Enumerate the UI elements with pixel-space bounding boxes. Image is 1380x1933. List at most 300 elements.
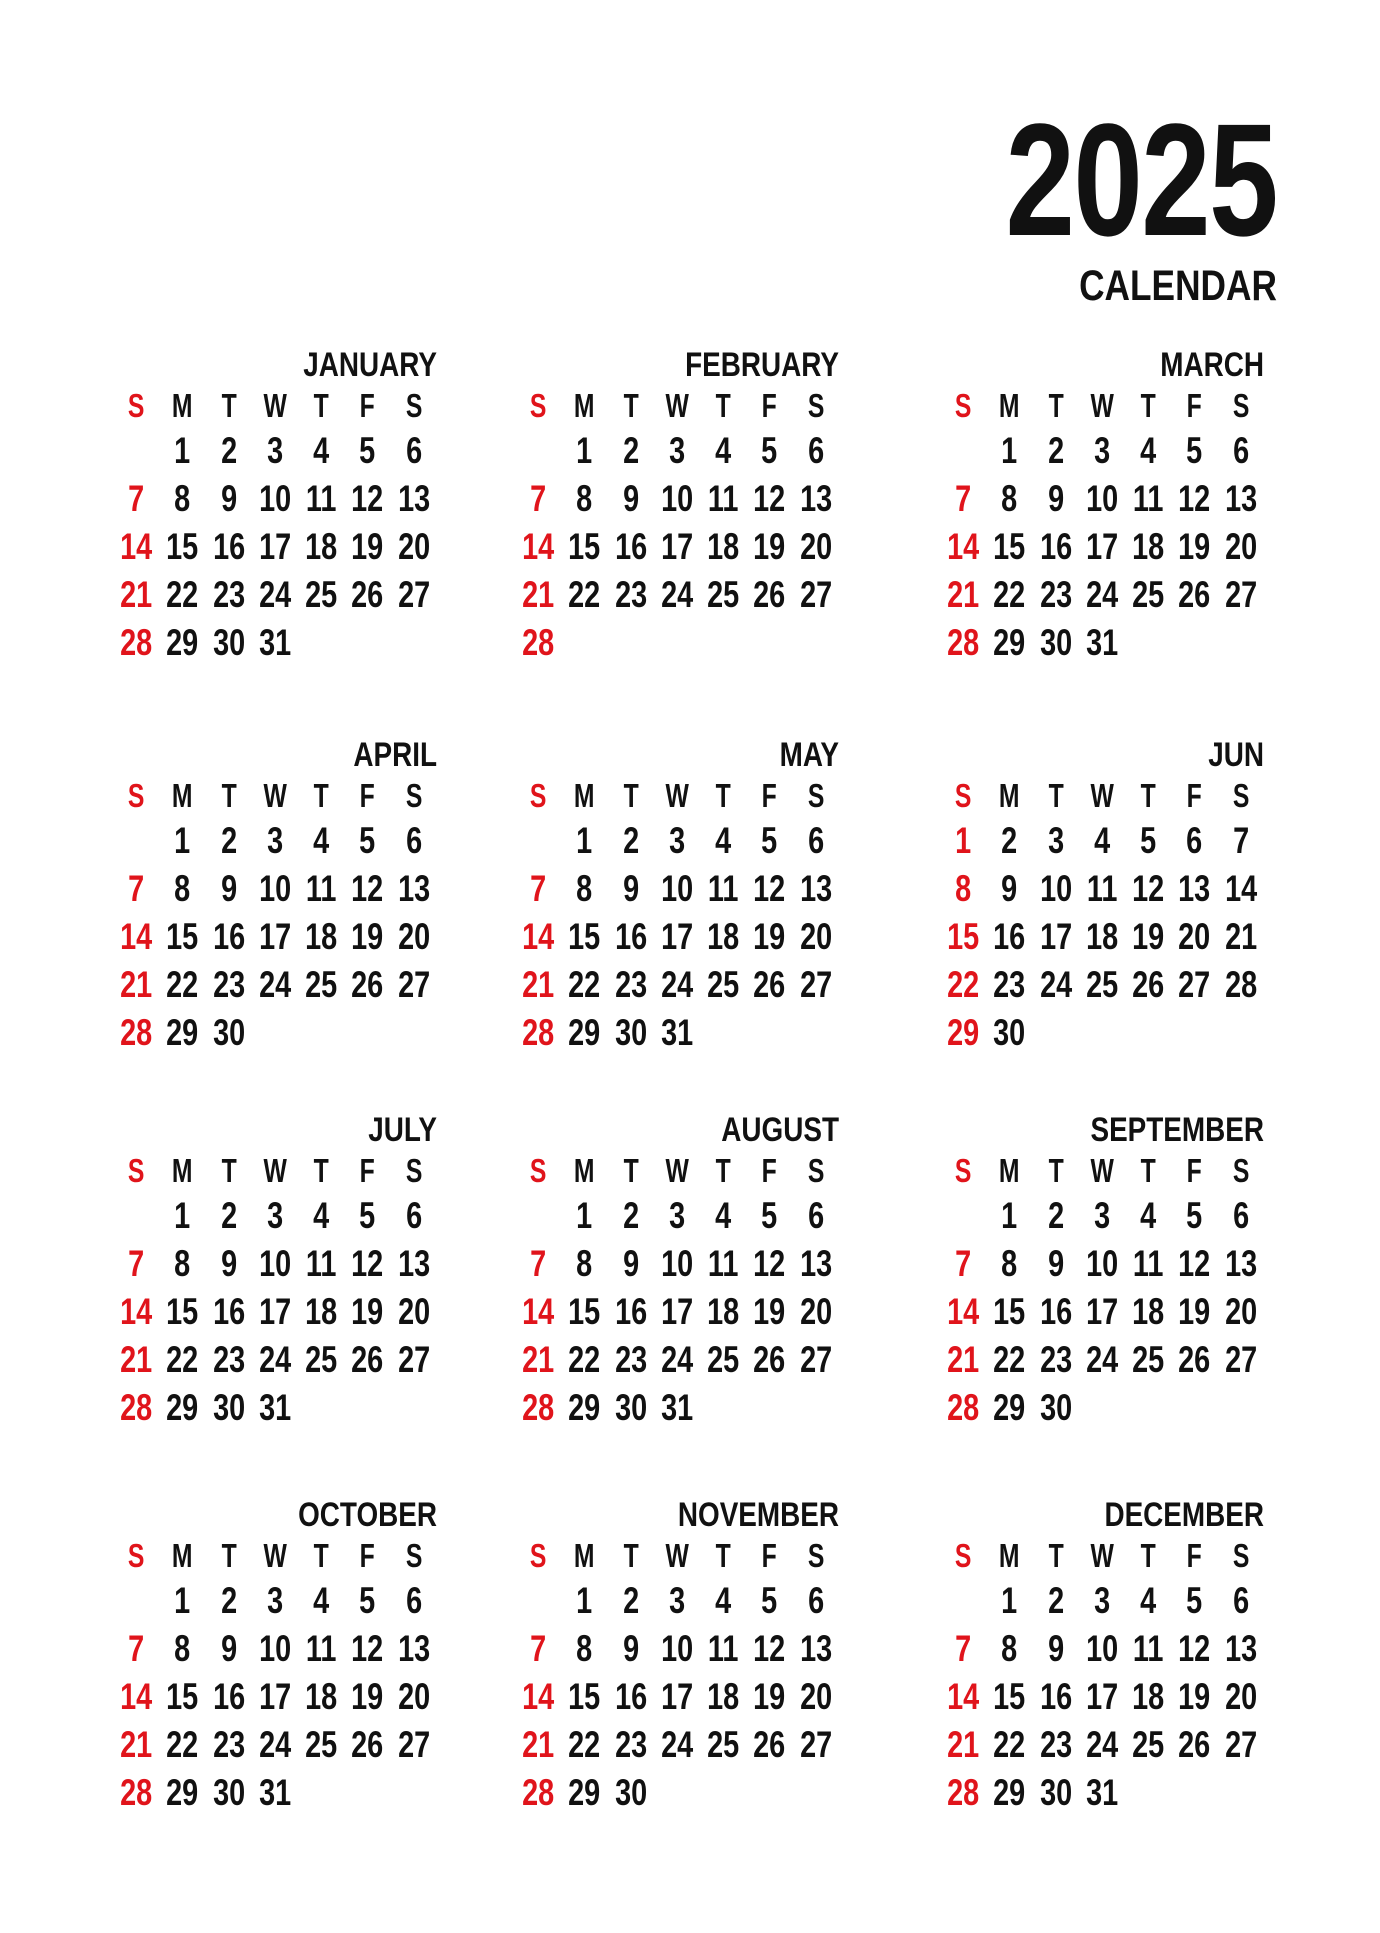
day-cell: 30 [212,1772,245,1813]
day-cell: 15 [166,526,199,567]
day-cell: 29 [993,1387,1026,1428]
week-row [940,1625,1264,1673]
day-cell: 6 [807,820,824,861]
week-row [113,1240,437,1288]
day-cell: 9 [220,1628,237,1669]
day-cell: 26 [351,1724,384,1765]
day-cell: 2 [622,430,639,471]
day-cell: 30 [212,1387,245,1428]
day-cell: 2 [220,820,237,861]
day-cell: 31 [258,622,292,663]
day-cell: 17 [660,1291,694,1332]
day-cell: 11 [306,478,337,519]
day-cell: 16 [614,1291,647,1332]
day-cell: 2 [1047,1580,1064,1621]
day-cell: 15 [993,1291,1026,1332]
day-cell: 18 [707,526,740,567]
weekday-label: M [172,1152,193,1189]
day-cell: 14 [522,1291,555,1332]
day-cell: 27 [397,1724,430,1765]
day-cell: 3 [1093,1195,1111,1236]
day-cell: 17 [660,916,694,957]
day-cell: 29 [166,1387,199,1428]
weekday-header [940,1150,1264,1192]
day-cell: 23 [212,964,245,1005]
day-cell: 19 [351,1676,384,1717]
day-cell: 6 [405,430,422,471]
day-cell: 2 [1047,1195,1064,1236]
day-cell: 1 [576,820,593,861]
week-row [515,913,839,961]
day-cell: 1 [174,820,191,861]
day-cell: 8 [955,868,972,909]
week-row [515,1384,839,1432]
day-cell: 16 [614,1676,647,1717]
day-cell: 19 [753,1676,786,1717]
empty-cell [303,1384,339,1432]
day-cell: 28 [947,1387,980,1428]
day-cell: 26 [1178,1339,1211,1380]
day-cell: 5 [359,820,376,861]
day-cell: 21 [522,574,555,615]
day-cell: 14 [947,1676,980,1717]
weekday-label: T [623,387,639,424]
day-cell: 18 [1132,526,1165,567]
day-cell: 10 [660,478,694,519]
day-cell: 22 [166,1339,199,1380]
day-cell: 14 [120,1291,153,1332]
weekday-label: T [1140,1537,1156,1574]
day-cell: 9 [1047,478,1064,519]
empty-cell [1130,1769,1166,1817]
empty-cell [705,1384,741,1432]
day-cell: 24 [660,1724,694,1765]
day-cell: 23 [1039,574,1072,615]
empty-cell [798,1769,834,1817]
day-cell: 4 [715,430,732,471]
empty-cell [303,1009,339,1057]
day-cell: 26 [753,1724,786,1765]
day-cell: 12 [1132,868,1165,909]
day-cell: 8 [1001,478,1018,519]
day-cell: 14 [947,1291,980,1332]
day-cell: 24 [258,574,292,615]
weekday-label: W [665,1537,689,1574]
week-row [515,1769,839,1817]
day-cell: 22 [568,964,601,1005]
day-cell: 17 [660,1676,694,1717]
day-cell: 14 [947,526,980,567]
day-cell: 25 [305,964,338,1005]
day-cell: 28 [522,1012,555,1053]
month-name: MARCH [1160,346,1264,384]
empty-cell [303,619,339,667]
day-cell: 3 [266,1580,284,1621]
day-cell: 11 [708,868,739,909]
day-cell: 26 [753,574,786,615]
day-cell: 23 [212,574,245,615]
month-july [113,1110,437,1432]
day-cell: 24 [258,1339,292,1380]
day-cell: 15 [568,1676,601,1717]
empty-cell [752,1384,788,1432]
day-cell: 25 [305,1724,338,1765]
day-cell: 30 [993,1012,1026,1053]
empty-cell [945,1192,981,1240]
day-cell: 21 [120,1724,153,1765]
weekday-label: S [529,777,547,814]
day-cell: 1 [174,1580,191,1621]
day-cell: 25 [305,574,338,615]
weekday-label: T [313,1537,329,1574]
weekday-label: T [313,387,329,424]
weekday-label: T [715,1152,731,1189]
day-cell: 3 [668,820,686,861]
day-cell: 1 [955,820,972,861]
day-cell: 25 [1085,964,1119,1005]
day-cell: 24 [1085,1339,1119,1380]
weekday-header [515,775,839,817]
weekday-label: S [807,1537,825,1574]
day-cell: 10 [258,1628,292,1669]
weekday-label: F [359,387,376,424]
day-cell: 19 [753,1291,786,1332]
day-cell: 27 [799,1339,832,1380]
day-cell: 28 [1224,964,1257,1005]
day-cell: 5 [1186,430,1203,471]
week-row [515,571,839,619]
week-row [113,817,437,865]
day-cell: 19 [1178,1291,1211,1332]
day-cell: 4 [715,1195,732,1236]
day-cell: 18 [305,1291,338,1332]
day-cell: 23 [993,964,1026,1005]
day-cell: 10 [258,1243,292,1284]
day-cell: 25 [707,1724,740,1765]
week-row [940,865,1264,913]
day-cell: 15 [947,916,980,957]
month-name: NOVEMBER [677,1496,839,1534]
day-cell: 10 [660,1628,694,1669]
day-cell: 21 [947,1724,980,1765]
empty-cell [118,1192,154,1240]
day-cell: 26 [753,964,786,1005]
day-cell: 12 [1178,1628,1211,1669]
weekday-header [515,385,839,427]
day-cell: 19 [351,916,384,957]
day-cell: 12 [753,478,786,519]
weekday-label: T [1048,387,1064,424]
week-row [515,1240,839,1288]
day-cell: 7 [128,868,145,909]
day-cell: 9 [220,478,237,519]
day-cell: 3 [1047,820,1064,861]
day-cell: 21 [947,1339,980,1380]
day-cell: 9 [622,478,639,519]
weekday-label: W [1090,1537,1114,1574]
weekday-label: T [313,777,329,814]
day-cell: 7 [128,1628,145,1669]
day-cell: 7 [530,868,547,909]
day-cell: 26 [753,1339,786,1380]
day-cell: 3 [668,1580,686,1621]
day-cell: 29 [947,1012,980,1053]
weekday-label: S [954,1537,972,1574]
day-cell: 29 [993,1772,1026,1813]
empty-cell [520,1192,556,1240]
day-cell: 29 [166,622,199,663]
empty-cell [945,1577,981,1625]
empty-cell [520,427,556,475]
month-name: APRIL [353,736,437,774]
empty-cell [1130,619,1166,667]
week-row [940,475,1264,523]
weekday-label: S [529,1537,547,1574]
day-cell: 25 [707,1339,740,1380]
day-cell: 15 [166,1676,199,1717]
day-cell: 12 [351,868,384,909]
day-cell: 3 [668,1195,686,1236]
day-cell: 10 [1085,1628,1119,1669]
day-cell: 28 [947,1772,980,1813]
day-cell: 8 [174,478,191,519]
day-cell: 2 [220,1580,237,1621]
empty-cell [1177,1769,1213,1817]
day-cell: 25 [1132,1339,1165,1380]
day-cell: 18 [1132,1291,1165,1332]
day-cell: 11 [708,478,739,519]
day-cell: 7 [128,1243,145,1284]
day-cell: 13 [799,478,832,519]
weekday-label: T [1048,1537,1064,1574]
day-cell: 16 [993,916,1026,957]
weekday-label: M [999,387,1020,424]
weekday-label: T [623,1152,639,1189]
day-cell: 6 [1186,820,1203,861]
day-cell: 29 [166,1772,199,1813]
month-september [940,1110,1264,1432]
day-cell: 20 [799,1676,832,1717]
day-cell: 1 [1001,1195,1018,1236]
week-row [940,571,1264,619]
weekday-header [940,385,1264,427]
month-april [113,735,437,1057]
empty-cell [798,1384,834,1432]
day-cell: 8 [576,1243,593,1284]
day-cell: 7 [530,1628,547,1669]
day-cell: 5 [359,1195,376,1236]
weekday-label: M [574,1152,595,1189]
day-cell: 10 [258,868,292,909]
day-cell: 20 [397,526,430,567]
empty-cell [1223,1384,1259,1432]
day-cell: 22 [947,964,980,1005]
day-cell: 20 [1224,526,1257,567]
day-cell: 29 [568,1012,601,1053]
week-row [113,1384,437,1432]
day-cell: 6 [405,1580,422,1621]
day-cell: 3 [266,430,284,471]
week-row [515,961,839,1009]
weekday-label: F [761,1537,778,1574]
weekday-label: S [954,1152,972,1189]
empty-cell [118,817,154,865]
weekday-label: T [715,777,731,814]
day-cell: 24 [258,964,292,1005]
calendar-subtitle: CALENDAR [1079,262,1277,310]
weekday-label: T [313,1152,329,1189]
day-cell: 4 [313,1195,330,1236]
empty-cell [705,1769,741,1817]
weekday-label: M [574,777,595,814]
weekday-label: M [574,387,595,424]
weekday-label: S [127,387,145,424]
month-name: JANUARY [303,346,437,384]
day-cell: 30 [1039,622,1072,663]
day-cell: 17 [258,1291,292,1332]
day-cell: 25 [305,1339,338,1380]
empty-cell [566,619,602,667]
weekday-label: F [1186,1152,1203,1189]
day-cell: 7 [955,1628,972,1669]
weekday-label: M [172,777,193,814]
weekday-label: T [221,1152,237,1189]
day-cell: 21 [522,1339,555,1380]
day-cell: 21 [120,574,153,615]
week-row [515,865,839,913]
year-title: 2025 [1005,90,1277,269]
weekday-label: S [405,1152,423,1189]
day-cell: 4 [313,430,330,471]
day-cell: 27 [1224,1339,1257,1380]
week-row [113,523,437,571]
day-cell: 3 [266,1195,284,1236]
day-cell: 18 [707,1291,740,1332]
month-november [515,1495,839,1817]
weekday-label: S [807,1152,825,1189]
day-cell: 23 [1039,1339,1072,1380]
day-cell: 29 [166,1012,199,1053]
day-cell: 25 [707,574,740,615]
day-cell: 20 [397,916,430,957]
day-cell: 1 [576,1580,593,1621]
day-cell: 19 [753,526,786,567]
day-cell: 31 [660,1012,694,1053]
day-cell: 26 [351,574,384,615]
day-cell: 22 [993,574,1026,615]
day-cell: 8 [174,1628,191,1669]
day-cell: 2 [220,1195,237,1236]
day-cell: 4 [1140,430,1157,471]
day-cell: 26 [1178,574,1211,615]
day-cell: 16 [1039,1676,1072,1717]
weekday-label: F [359,1152,376,1189]
day-cell: 21 [120,964,153,1005]
day-cell: 22 [568,1724,601,1765]
day-cell: 26 [351,964,384,1005]
day-cell: 6 [807,1195,824,1236]
week-row [940,523,1264,571]
weekday-label: W [263,777,287,814]
weekday-label: T [623,1537,639,1574]
day-cell: 11 [1133,1628,1164,1669]
day-cell: 26 [1178,1724,1211,1765]
day-cell: 29 [993,622,1026,663]
weekday-label: F [359,777,376,814]
month-december [940,1495,1264,1817]
day-cell: 13 [799,1243,832,1284]
weekday-label: S [127,1537,145,1574]
week-row [113,1288,437,1336]
day-cell: 27 [1224,574,1257,615]
day-cell: 19 [1132,916,1165,957]
day-cell: 19 [1178,526,1211,567]
day-cell: 27 [1224,1724,1257,1765]
day-cell: 3 [1093,430,1111,471]
day-cell: 24 [1085,1724,1119,1765]
day-cell: 9 [220,1243,237,1284]
empty-cell [396,1769,432,1817]
month-name: AUGUST [721,1111,839,1149]
week-row [940,1673,1264,1721]
weekday-label: S [405,777,423,814]
day-cell: 12 [753,1628,786,1669]
day-cell: 30 [614,1012,647,1053]
day-cell: 24 [660,574,694,615]
month-name: JUN [1208,736,1264,774]
day-cell: 16 [212,1291,245,1332]
day-cell: 11 [306,1243,337,1284]
month-jun [940,735,1264,1057]
day-cell: 18 [707,916,740,957]
day-cell: 13 [799,1628,832,1669]
day-cell: 13 [397,1243,430,1284]
day-cell: 7 [1232,820,1249,861]
day-cell: 28 [947,622,980,663]
weekday-label: W [1090,1152,1114,1189]
month-may [515,735,839,1057]
week-row [113,865,437,913]
weekday-label: S [807,777,825,814]
day-cell: 30 [1039,1387,1072,1428]
day-cell: 20 [799,526,832,567]
day-cell: 11 [1086,868,1118,909]
week-row [515,1288,839,1336]
weekday-label: W [263,1152,287,1189]
weekday-label: M [172,387,193,424]
day-cell: 14 [120,916,153,957]
day-cell: 19 [1178,1676,1211,1717]
day-cell: 1 [1001,1580,1018,1621]
day-cell: 5 [761,820,778,861]
month-october [113,1495,437,1817]
day-cell: 22 [568,574,601,615]
day-cell: 26 [1132,964,1165,1005]
weekday-label: S [529,387,547,424]
weekday-label: W [665,1152,689,1189]
week-row [515,619,839,667]
day-cell: 5 [1186,1580,1203,1621]
day-cell: 8 [174,1243,191,1284]
month-name: MAY [779,736,839,774]
day-cell: 27 [397,1339,430,1380]
day-cell: 22 [166,574,199,615]
day-cell: 4 [1093,820,1111,861]
weekday-label: T [715,1537,731,1574]
day-cell: 11 [1133,478,1164,519]
weekday-label: S [1232,387,1250,424]
weekday-label: W [665,387,689,424]
